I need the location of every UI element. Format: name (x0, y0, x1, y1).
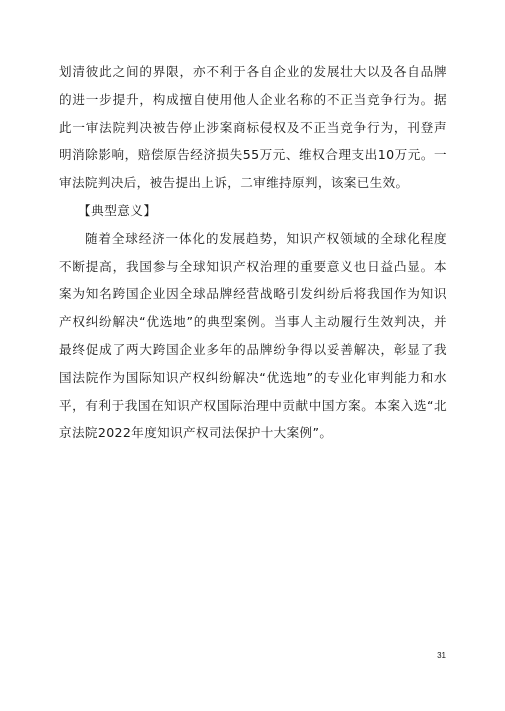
page-number: 31 (437, 651, 446, 660)
paragraph-typical-significance: 随着全球经济一体化的发展趋势，知识产权领域的全球化程度不断提高，我国参与全球知识产权治理的重要意义也日益凸显。本案为知名跨国企业因全球品牌经营战略引发纠纷后将我国作为知识产权纠纷解决“优选地”的典型案例。当事人主动履行生效判决，并最终促成了两大跨国企业多年的品牌纷争得以妥善解决，彰显了我国法院作为国际知识产权纠纷解决“优选地”的专业化审判能力和水平，有利于我国在知识产权国际治理中贡献中国方案。本案入选“北京法院2022年度知识产权司法保护十大案例”。 (59, 230, 447, 441)
paragraph-continuation: 划清彼此之间的界限，亦不利于各自企业的发展壮大以及各自品牌的进一步提升，构成擅自使用他人企业名称的不正当竞争行为。据此一审法院判决被告停止涉案商标侵权及不正当竞争行为，刊登声明消除影响，赔偿原告经济损失55万元、维权合理支出10万元。一审法院判决后，被告提出上诉，二审维持原判，该案已生效。 (59, 64, 447, 191)
section-heading: 【典型意义】 (78, 202, 157, 218)
document-body (59, 58, 447, 447)
